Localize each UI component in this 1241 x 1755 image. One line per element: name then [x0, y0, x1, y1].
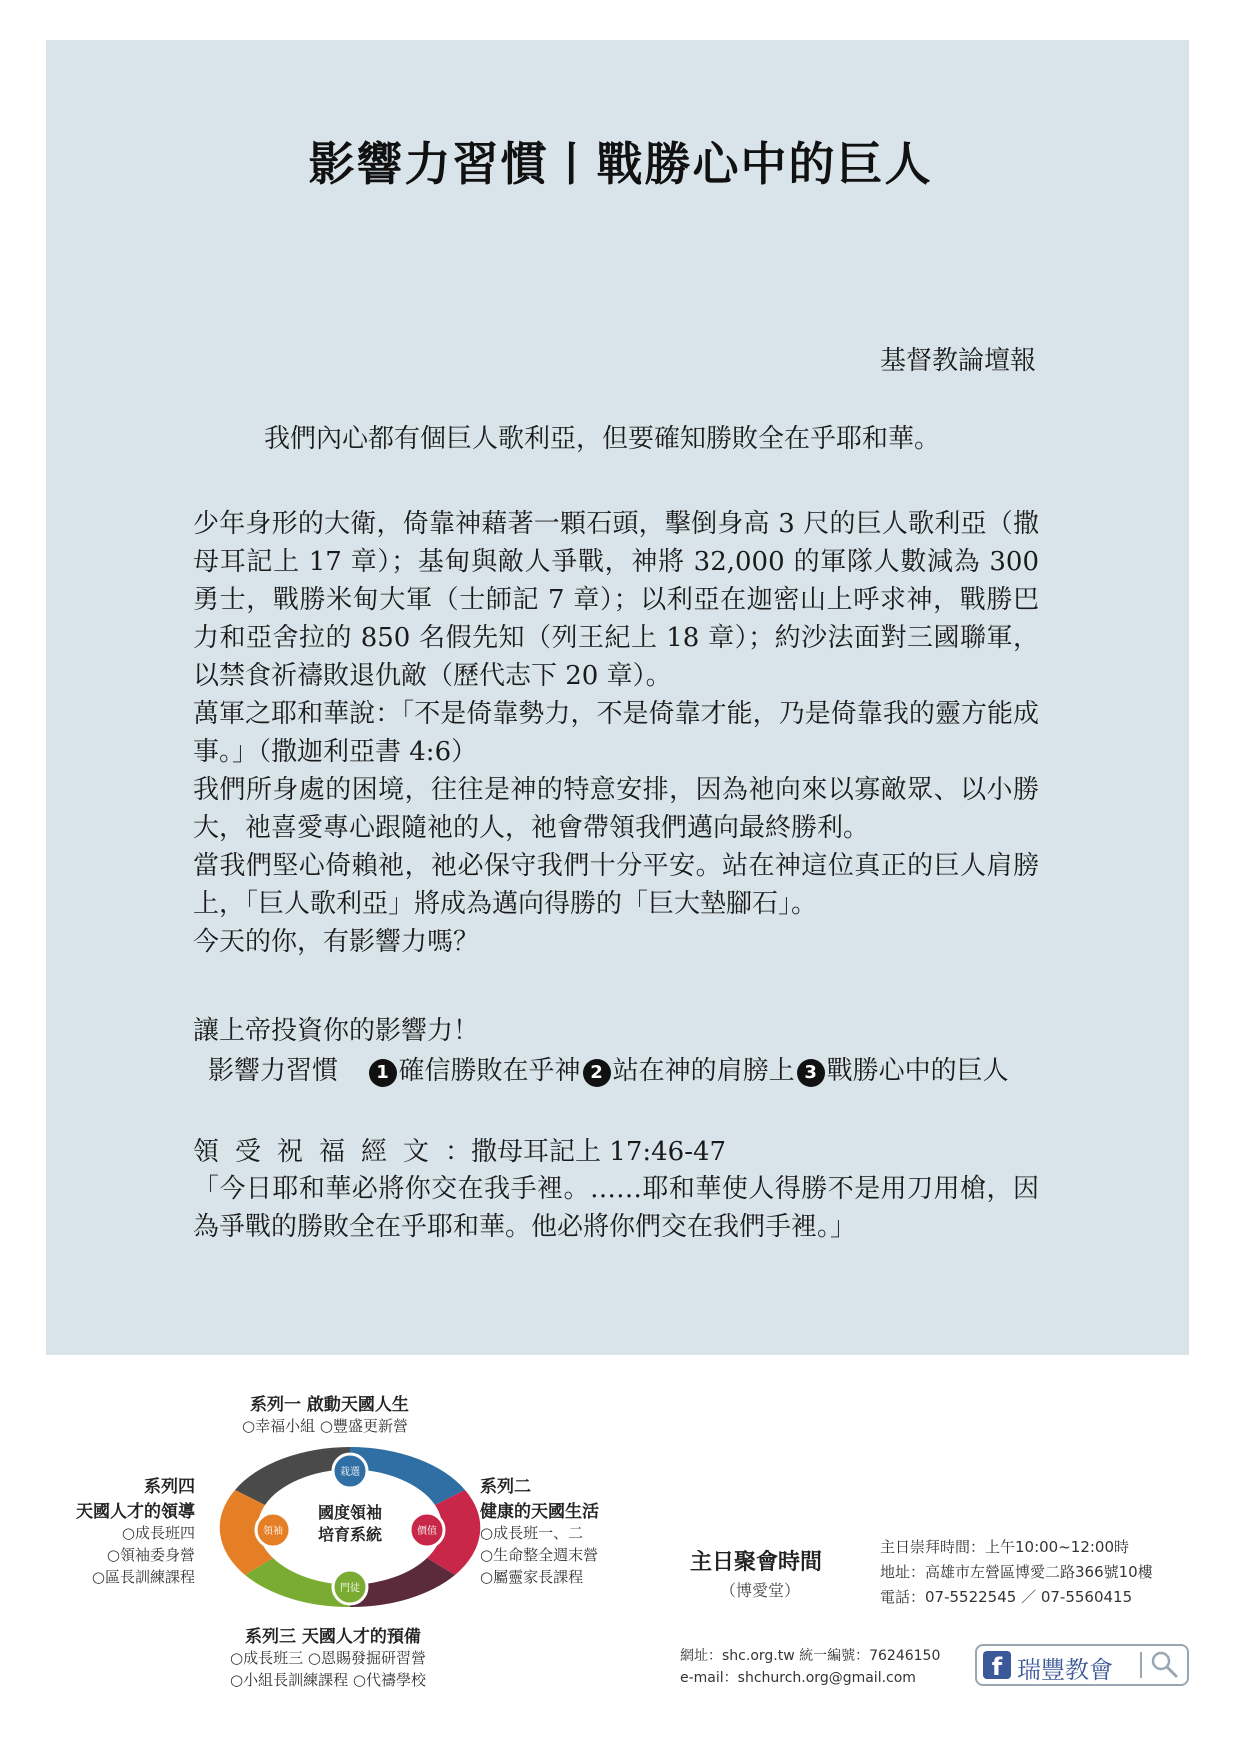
- series3-item: ○小組長訓練課程 ○代禱學校: [230, 1671, 426, 1689]
- facebook-page-name: 瑞豐教會: [1017, 1656, 1113, 1684]
- series4-item: ○成長班四: [121, 1524, 195, 1542]
- series3-title: 系列三 天國人才的預備: [245, 1627, 421, 1647]
- series1-title: 系列一 啟動天國人生: [250, 1395, 409, 1415]
- number-badge-3: 3: [797, 1059, 825, 1087]
- facebook-search-box[interactable]: [975, 1644, 1189, 1686]
- verse-heading: [193, 1131, 726, 1168]
- facebook-icon: f: [983, 1651, 1011, 1679]
- series1-items: ○幸福小組 ○豐盛更新營: [242, 1417, 408, 1435]
- service-time: 主日崇拜時間：上午10:00~12:00時: [880, 1538, 1130, 1556]
- number-badge-1: 1: [369, 1059, 397, 1087]
- habit-item: 戰勝心中的巨人: [826, 1056, 1009, 1086]
- series2-block: [480, 1472, 599, 1588]
- verse-label: 領受祝福經文: [193, 1137, 446, 1167]
- service-phone: 電話：07-5522545 ／ 07-5560415: [880, 1588, 1133, 1606]
- node-left-label: 領袖: [263, 1526, 283, 1537]
- series2-title: 系列二: [480, 1477, 531, 1497]
- service-venue: （博愛堂）: [720, 1581, 801, 1600]
- verse-ref: ：撒母耳記上 17:46-47: [445, 1137, 727, 1167]
- paragraph: 當我們堅心倚賴祂，祂必保守我們十分平安。站在神這位真正的巨人肩膀上，「巨人歌利亞」將成為邁向得勝的「巨大墊腳石」。: [193, 851, 1039, 919]
- paragraph: 我們所身處的困境，往往是神的特意安排，因為祂向來以寡敵眾、以小勝大，祂喜愛專心跟隨祂的人，祂會帶領我們邁向最終勝利。: [193, 775, 1039, 843]
- series3-item: ○成長班三 ○恩賜發掘研習營: [230, 1649, 426, 1667]
- article-body: [193, 505, 1039, 961]
- habit-list: [208, 1050, 1009, 1087]
- series2-item: ○屬靈家長課程: [480, 1568, 584, 1586]
- page-title: 影響力習慣丨戰勝心中的巨人: [308, 137, 933, 191]
- number-badge-2: 2: [583, 1059, 611, 1087]
- series2-subtitle: 健康的天國生活: [480, 1502, 599, 1522]
- habit-item: 確信勝敗在乎神: [398, 1056, 581, 1086]
- invest-line: 讓上帝投資你的影響力！: [193, 1016, 480, 1046]
- series4-subtitle: 天國人才的領導: [76, 1502, 195, 1522]
- series4-title: 系列四: [144, 1477, 195, 1497]
- divider: [1140, 1652, 1142, 1678]
- website-line[interactable]: 網址：shc.org.tw 統一編號：76246150: [680, 1648, 941, 1664]
- series2-item: ○生命整全週末營: [480, 1546, 599, 1564]
- series4-item: ○領袖委身營: [106, 1546, 195, 1564]
- service-address: 地址：高雄市左營區博愛二路366號10樓: [880, 1563, 1153, 1581]
- node-top-label: 栽選: [340, 1467, 360, 1478]
- paragraph: 萬軍之耶和華說：「不是倚靠勢力，不是倚靠才能，乃是倚靠我的靈方能成事。」（撒迦利亞書 4:6）: [193, 699, 1039, 767]
- series1-block: [242, 1390, 409, 1437]
- search-icon[interactable]: [1149, 1649, 1179, 1679]
- paragraph: 少年身形的大衛，倚靠神藉著一顆石頭，擊倒身高 3 尺的巨人歌利亞（撒母耳記上 17 章）；基甸與敵人爭戰，神將 32,000 的軍隊人數減為 300 勇士，戰勝米甸大軍（士師記 7 章）；以利亞在迦密山上呼求神，戰勝巴力和亞舍拉的 850 名假先知（列王紀上 18 章）；約沙法面對三國聯軍，以禁食祈禱敗退仇敵（歷代志下 20 章）。: [193, 509, 1039, 691]
- service-info: [880, 1535, 1153, 1610]
- lead-sentence: 我們內心都有個巨人歌利亞，但要確知勝敗全在乎耶和華。: [264, 424, 941, 454]
- node-bottom-label: 門徒: [340, 1583, 360, 1594]
- contact-info: [680, 1645, 940, 1689]
- verse-text: 「今日耶和華必將你交在我手裡。……耶和華使人得勝不是用刀用槍，因為爭戰的勝敗全在乎耶和華。他必將你們交在我們手裡。」: [193, 1174, 1039, 1242]
- series2-item: ○成長班一、二: [480, 1524, 584, 1542]
- series3-block: [230, 1622, 426, 1691]
- paragraph: 今天的你，有影響力嗎？: [193, 927, 480, 957]
- service-title: 主日聚會時間: [690, 1550, 823, 1575]
- article-source: 基督教論壇報: [879, 346, 1036, 376]
- node-right-label: 價值: [417, 1526, 437, 1537]
- series4-item: ○區長訓練課程: [91, 1568, 195, 1586]
- diagram-center-label: 國度領袖 培育系統: [317, 1503, 382, 1544]
- habit-prefix: 影響力習慣: [208, 1056, 339, 1086]
- habit-item: 站在神的肩膀上: [612, 1056, 795, 1086]
- email-line[interactable]: e-mail：shchurch.org@gmail.com: [680, 1670, 916, 1686]
- series4-block: [60, 1472, 195, 1588]
